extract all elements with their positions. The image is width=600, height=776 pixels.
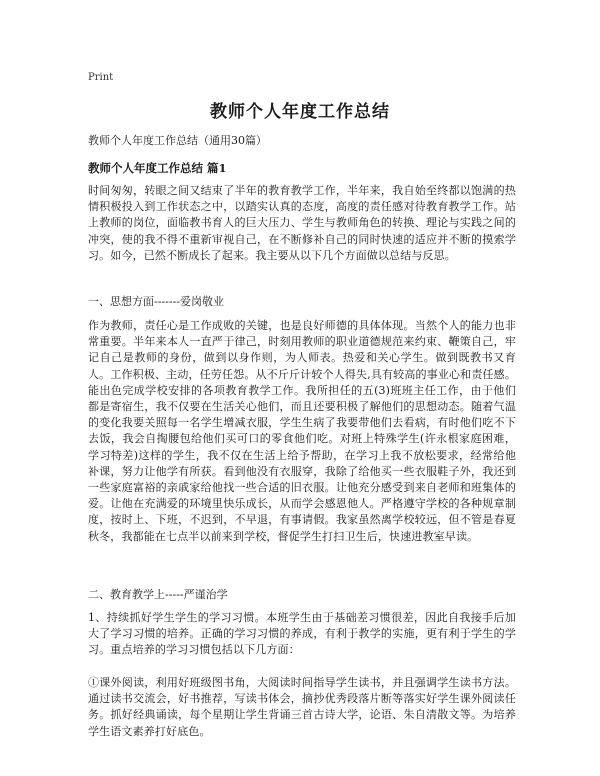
thought-paragraph: 作为教师，责任心是工作成败的关键，也是良好师德的具体体现。当然个人的能力也非常重要。半年来本人一直严于律己，时刻用教师的职业道德规范来约束、鞭策自己，牢记自己是教师的身份，做到以身作则，为人师表。热爱和关心学生。做到既教书又育人。工作积极、主动，任劳任怨。从不斤斤计较个人得失,具有较高的事业心和责任感。能出色完成学校安排的各项教育教学工作。我所担任的五(3)班班主任工作，由于他们都是寄宿生，我不仅要在生活关心他们，而且还要积极了解他们的思想动态。随着气温的变化我要关照每一名学生增减衣服，学生生病了我要带他们去看病，有时他们吃不下去饭，我会自掏腰包给他们买可口的零食他们吃。对班上特殊学生(许永根家庭困难，学习特差)这样的学生，我不仅在生活上给予帮助，在学习上我不放松要求，经常给他补课，努力让他学有所获。看到他没有衣服穿，我除了给他买一些衣服鞋子外，我还到一些家庭富裕的亲戚家给他找一些合适的旧衣服。让他充分感受到来自老师和班集体的爱。让他在充满爱的环境里快乐成长，从而学会感恩他人。严格遵守学校的各种规章制度，按时上、下班，不迟到，不早退，有事请假。我家虽然离学校较远，但不管是春夏秋冬，我都能在七点半以前来到学校，督促学生打扫卫生后，快速进教室早读。 <box>88 319 516 543</box>
document-title: 教师个人年度工作总结 <box>210 102 390 122</box>
reading-paragraph: ①课外阅读，利用好班级图书角，大阅读时间指导学生读书，并且强调学生读书方法。通过读书交流会，好书推荐，写读书体会，摘抄优秀段落片断等落实好学生课外阅读任务。抓好经典诵读，每个星期让学生背诵三首古诗大学，论语、朱自清散文等。为培养学生语文素养打好底色。 <box>88 676 516 738</box>
document-subtitle: 教师个人年度工作总结（通用30篇） <box>88 134 267 147</box>
heading-teaching: 二、教育教学上-----严谨治学 <box>88 588 228 601</box>
habits-paragraph: 1、持续抓好学生学生的学习习惯。本班学生由于基础差习惯很差，因此自我接手后加大了学习习惯的培养。正确的学习习惯的养成，有利于教学的实施，更有利于学生的学习。重点培养的学习习惯包括以下几方面： <box>88 611 516 657</box>
print-label: Print <box>88 72 114 83</box>
intro-paragraph: 时间匆匆，转眼之间又结束了半年的教育教学工作，半年来，我自始至终都以饱满的热情积极投入到工作状态之中，以踏实认真的态度，高度的责任感对待教育教学工作。站上教师的岗位，面临教书育人的巨大压力、学生与教师角色的转换、理论与实践之间的冲突，使的我不得不重新审视自己，在不断修补自己的同时快速的适应并不断的摸索学习。如今，已然不断成长了起来。我主要从以下几个方面做以总结与反思。 <box>88 184 516 262</box>
section-title: 教师个人年度工作总结 篇1 <box>88 161 227 175</box>
heading-thought: 一、思想方面-------爱岗敬业 <box>88 295 225 308</box>
